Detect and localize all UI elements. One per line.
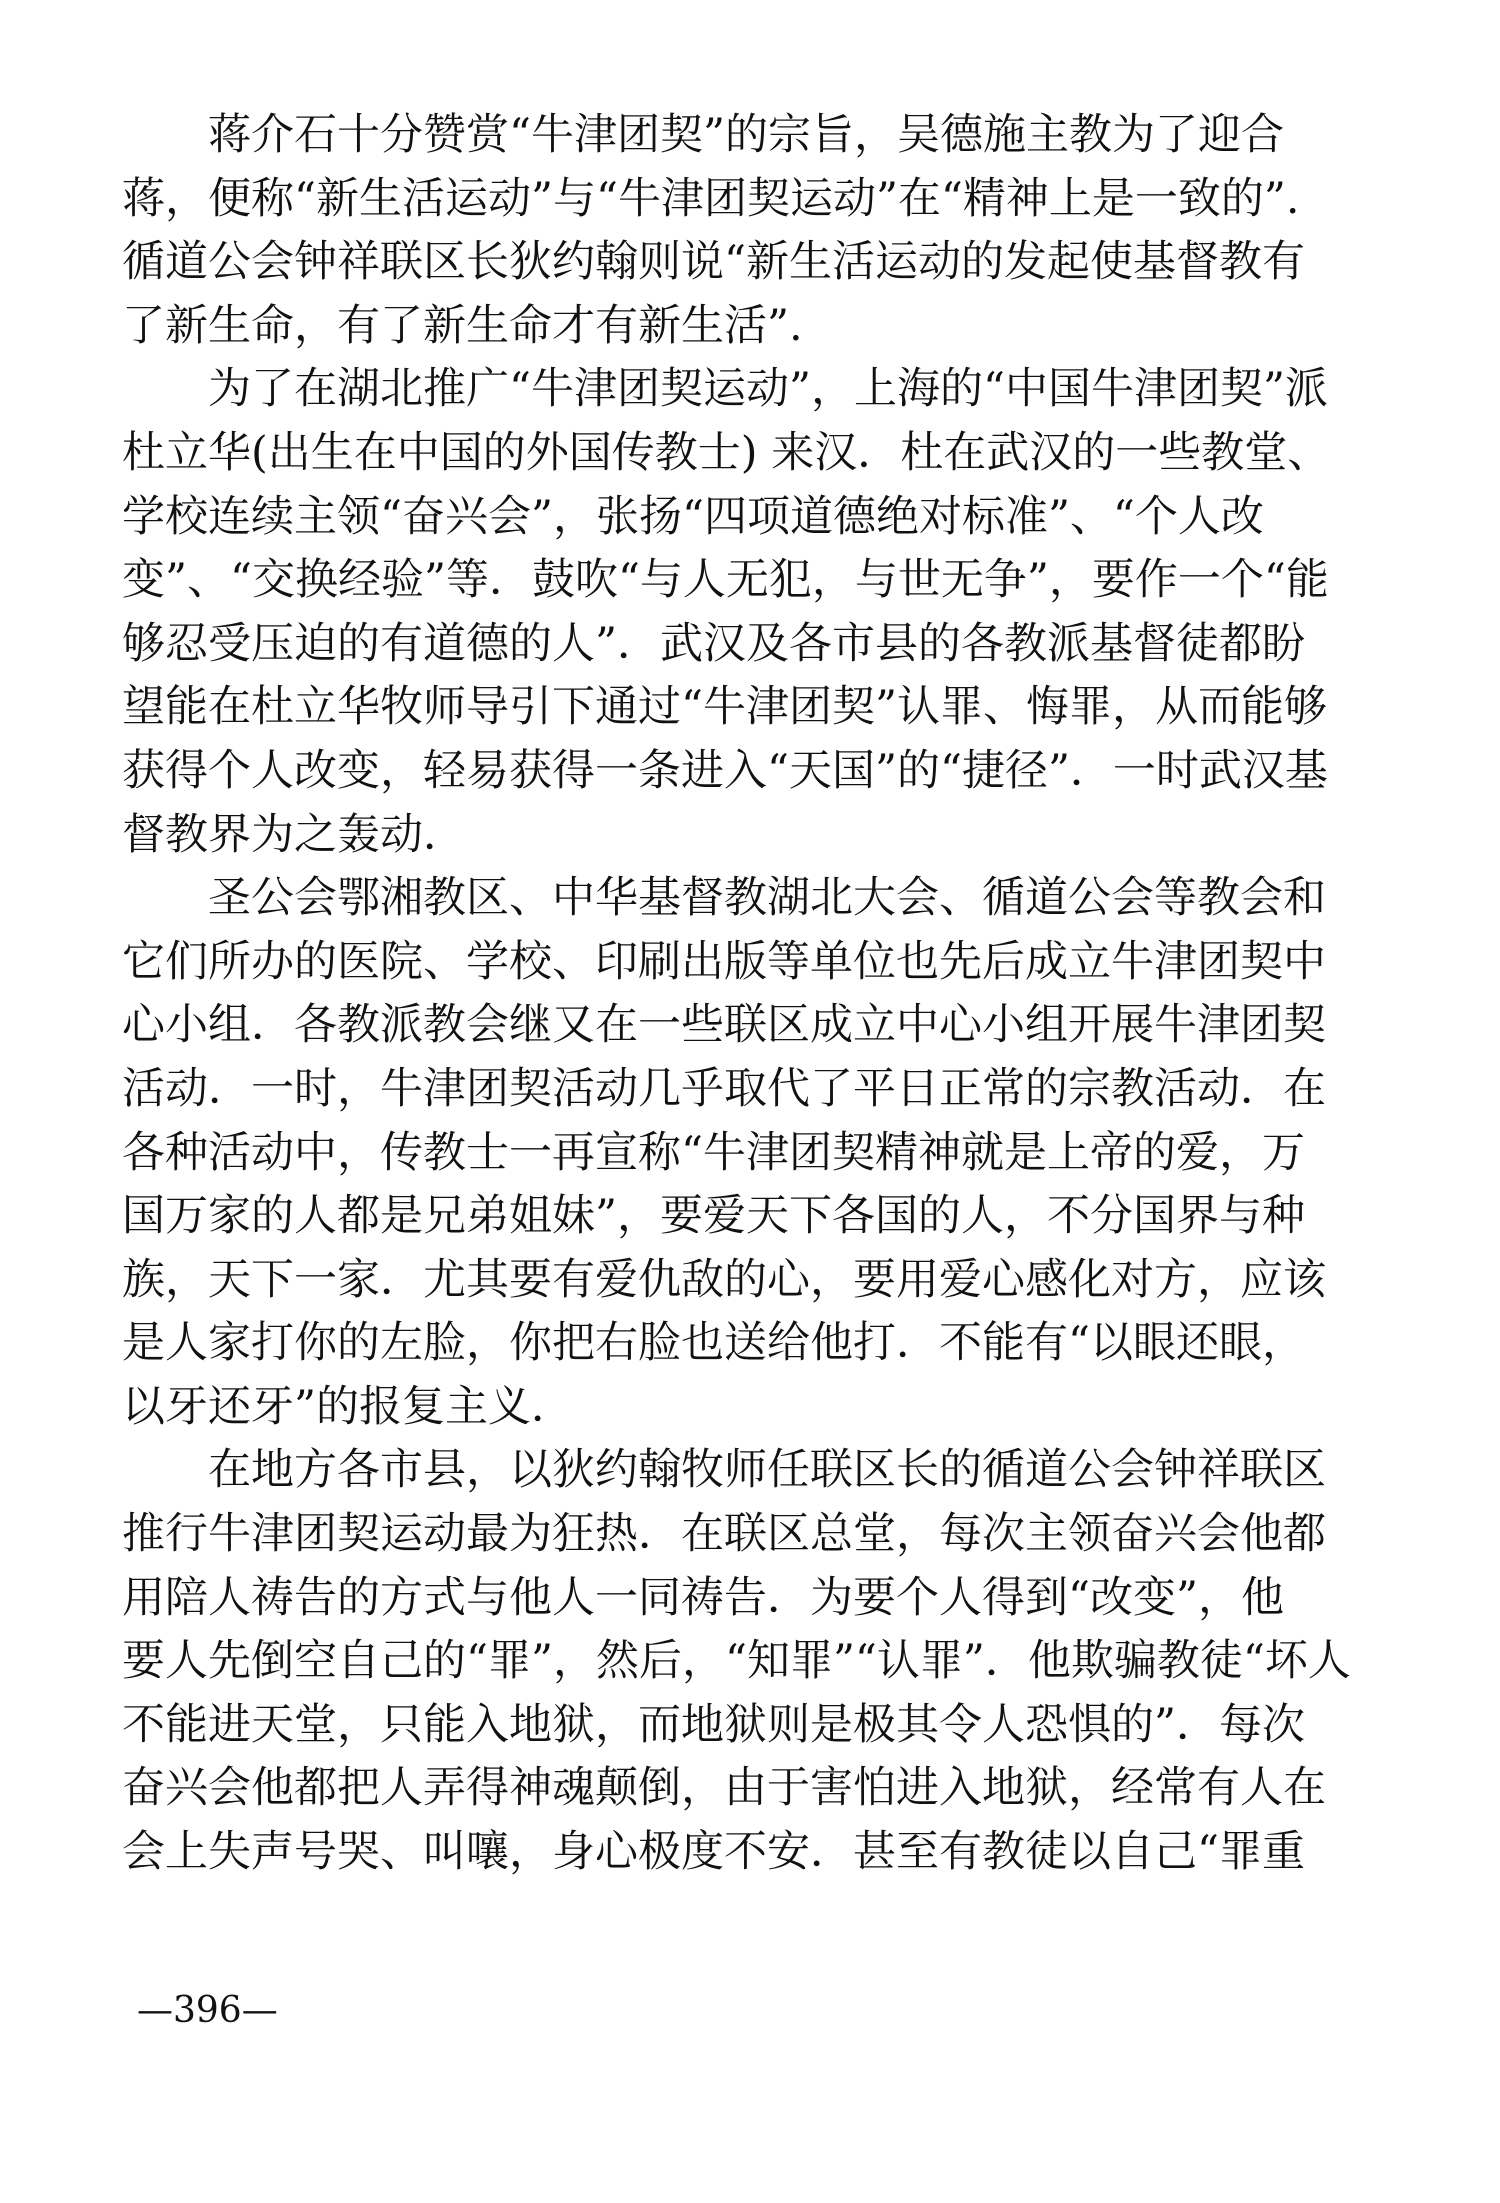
text-line: 蒋，便称“新生活运动”与“牛津团契运动”在“精神上是一致的”. [122, 173, 1300, 224]
text-line: 获得个人改变，轻易获得一条进入“天国”的“捷径”．一时武汉基 [122, 745, 1328, 796]
text-line: 奋兴会他都把人弄得神魂颠倒，由于害怕进入地狱，经常有人在 [122, 1763, 1326, 1814]
text-line: 学校连续主领“奋兴会”，张扬“四项道德绝对标准”、“个人改 [122, 491, 1264, 542]
text-line: 推行牛津团契运动最为狂热．在联区总堂，每次主领奋兴会他都 [122, 1509, 1326, 1560]
text-line: 它们所办的医院、学校、印刷出版等单位也先后成立牛津团契中 [122, 936, 1326, 987]
text-line: 够忍受压迫的有道德的人”．武汉及各市县的各教派基督徒都盼 [122, 618, 1305, 669]
page-number: —396— [137, 1990, 278, 2031]
text-line: 会上失声号哭、叫嚷，身心极度不安．甚至有教徒以自己“罪重 [122, 1827, 1305, 1878]
text-line: 督教界为之轰动． [122, 809, 466, 860]
text-line: 变”、“交换经验”等．鼓吹“与人无犯，与世无争”，要作一个“能 [122, 555, 1329, 606]
text-line: 心小组．各教派教会继又在一些联区成立中心小组开展牛津团契 [122, 1000, 1326, 1051]
text-line: 不能进天堂，只能入地狱，而地狱则是极其令人恐惧的”．每次 [122, 1699, 1305, 1750]
text-line: 为了在湖北推广“牛津团契运动”，上海的“中国牛津团契”派 [208, 364, 1328, 415]
text-line: 国万家的人都是兄弟姐妹”，要爱天下各国的人，不分国界与种 [122, 1191, 1305, 1242]
text-line: 望能在杜立华牧师导引下通过“牛津团契”认罪、悔罪，从而能够 [122, 682, 1327, 733]
text-line: 圣公会鄂湘教区、中华基督教湖北大会、循道公会等教会和 [208, 873, 1326, 924]
text-line: 要人先倒空自己的“罪”，然后，“知罪”“认罪”．他欺骗教徒“坏人 [122, 1636, 1351, 1687]
text-line: 在地方各市县，以狄约翰牧师任联区长的循道公会钟祥联区 [208, 1445, 1326, 1496]
text-line: 族，天下一家．尤其要有爱仇敌的心，要用爱心感化对方，应该 [122, 1254, 1326, 1305]
text-line: 蒋介石十分赞赏“牛津团契”的宗旨，吴德施主教为了迎合 [208, 110, 1284, 160]
text-line: 循道公会钟祥联区长狄约翰则说“新生活运动的发起使基督教有 [122, 237, 1305, 288]
text-line: 用陪人祷告的方式与他人一同祷告．为要个人得到“改变”，他 [122, 1572, 1284, 1623]
text-line: 以牙还牙”的报复主义． [122, 1381, 574, 1432]
text-line: 活动．一时，牛津团契活动几乎取代了平日正常的宗教活动．在 [122, 1063, 1326, 1114]
text-line: 各种活动中，传教士一再宣称“牛津团契精神就是上帝的爱，万 [122, 1127, 1305, 1178]
text-line: 杜立华(出生在中国的外国传教士) 来汉．杜在武汉的一些教堂、 [122, 427, 1331, 478]
body-text [122, 104, 1382, 1885]
text-line: 是人家打你的左脸，你把右脸也送给他打．不能有“以眼还眼， [122, 1318, 1305, 1369]
text-line: 了新生命，有了新生命才有新生活”. [122, 300, 803, 351]
